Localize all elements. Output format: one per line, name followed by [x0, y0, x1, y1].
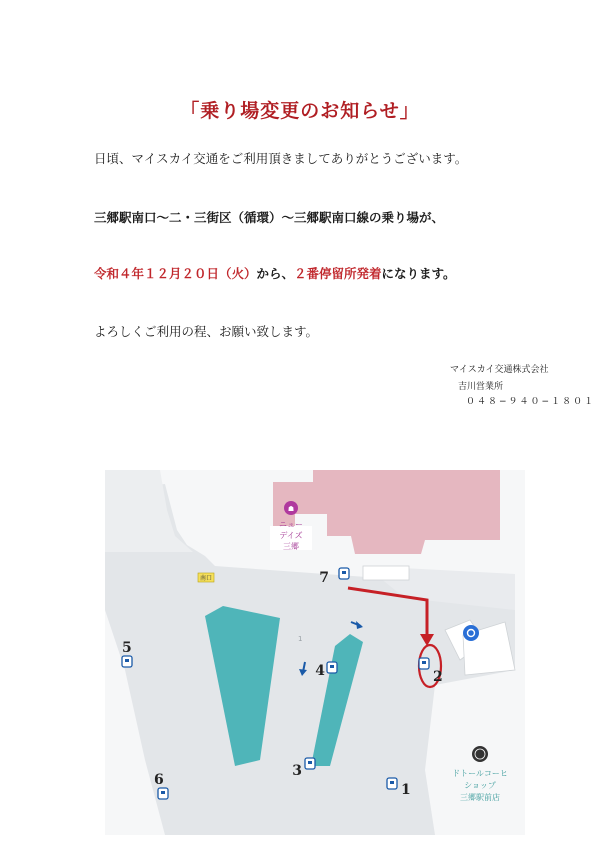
- change-end: になります。: [381, 266, 456, 281]
- company-office: 吉川営業所: [458, 382, 504, 392]
- company-name: マイスカイ交通株式会社: [450, 365, 549, 375]
- store-name-line3: 三郷: [283, 542, 299, 551]
- stop-number-1: 1: [401, 782, 411, 798]
- stop-number-5: 5: [122, 640, 132, 656]
- change-date: 令和４年１２月２０日（火）: [94, 266, 257, 281]
- map-canvas: [105, 470, 525, 835]
- svg-text:☗: ☗: [287, 505, 295, 513]
- route-text: 三郷駅南口〜二・三街区（循環）〜三郷駅南口線の乗り場が、: [94, 210, 445, 225]
- company-phone: ０４８−９４０−１８０１: [466, 397, 596, 407]
- notice-title: 「乗り場変更のお知らせ」: [180, 100, 420, 122]
- change-stop: ２番停留所発着: [294, 266, 382, 281]
- change-text: [94, 264, 456, 282]
- cafe-pin-icon: [463, 625, 479, 641]
- cafe-logo-icon: [472, 746, 488, 762]
- cafe-name-line1: ドトールコーヒ: [452, 769, 508, 778]
- stop-number-4: 4: [315, 663, 325, 679]
- cafe-name-line2: ショップ: [464, 781, 496, 790]
- stop-number-2: 2: [433, 669, 443, 685]
- store-name-line2: デイズ: [279, 531, 303, 540]
- change-middle: から、: [256, 266, 295, 281]
- stop-number-7: 7: [319, 570, 329, 586]
- island-number: 1: [298, 635, 303, 643]
- cafe-name-line3: 三郷駅前店: [460, 793, 500, 802]
- bus-stop-map: [105, 470, 525, 835]
- stop-number-6: 6: [154, 772, 164, 788]
- closing-text: よろしくご利用の程、お願い致します。: [94, 324, 319, 339]
- bus-stop-5: [122, 640, 132, 667]
- south-exit-label: 南口: [199, 575, 213, 582]
- store-name-line1: ニュー: [279, 520, 303, 529]
- stop-number-3: 3: [292, 763, 302, 779]
- building-outline: [363, 566, 409, 580]
- greeting-text: 日頃、マイスカイ交通をご利用頂きましてありがとうございます。: [94, 151, 468, 166]
